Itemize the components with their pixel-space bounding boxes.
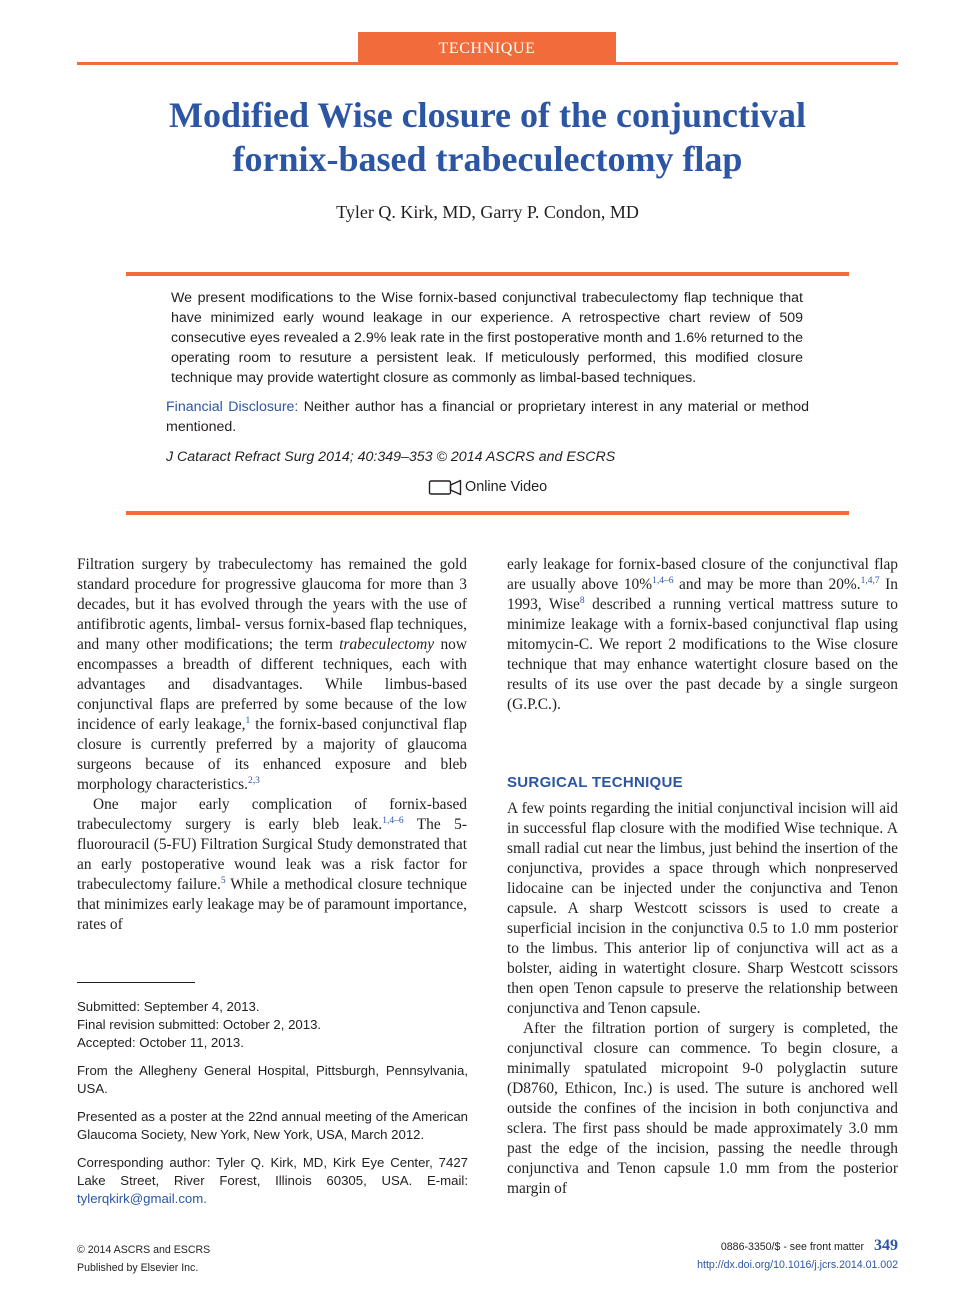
financial-disclosure (166, 397, 809, 437)
reference-link[interactable]: 1,4–6 (382, 815, 404, 826)
footnote-divider (77, 982, 195, 983)
online-video-label: Online Video (465, 479, 548, 495)
body-text: and may be more than 20%. (673, 576, 861, 593)
submitted-date: Submitted: September 4, 2013. (77, 999, 260, 1014)
presentation-note: Presented as a poster at the 22nd annual meeting of the American Glaucoma Society, New York, New York, USA, March 2012. (77, 1109, 468, 1142)
intro-paragraph-2 (77, 795, 467, 935)
section-heading: SURGICAL TECHNIQUE (507, 774, 683, 791)
disclosure-text: Neither author has a financial or proprietary interest in any material or method mentioned. (166, 399, 809, 435)
section-tag: TECHNIQUE (358, 32, 616, 65)
body-text: While a methodical closure technique that minimizes early leakage may be of paramount importance, rates of (77, 876, 468, 933)
journal-citation: J Cataract Refract Surg 2014; 40:349–353 © 2014 ASCRS and ESCRS (166, 449, 616, 465)
reference-link[interactable]: 1,4,7 (860, 575, 880, 586)
body-text: The 5-fluorouracil (5-FU) Filtration Surgical Study demonstrated that an early postoperative wound leak was a risk factor for trabeculectomy failure. (77, 816, 468, 893)
footer-issn: 0886-3350/$ - see front matter (720, 1241, 864, 1253)
intro-paragraph-1 (77, 555, 467, 795)
technique-paragraph-1: A few points regarding the initial conjunctival incision will aid in successful flap closure with the modified Wise technique. A small radial cut near the limbus, just behind the insertion of the conjunctiva, provides a space through which nonpreserved lidocaine can be injected under the conjunctiva and Tenon capsule. A sharp Westcott scissors is used to create a superficial incision in the conjunctiva 0.5 to 1.0 mm posterior to the limbus. This anterior lip of conjunctiva will act as a bolster, aiding in watertight closure. Sharp Westcott scissors then open Tenon capsule to preserve the relationship between conjunctiva and Tenon capsule. (507, 800, 898, 1017)
reference-link[interactable]: 1,4–6 (652, 575, 674, 586)
abstract-top-rule (126, 272, 849, 276)
author-list: Tyler Q. Kirk, MD, Garry P. Condon, MD (336, 202, 639, 222)
doi-link[interactable]: http://dx.doi.org/10.1016/j.jcrs.2014.01.002 (697, 1259, 898, 1271)
body-column-right (507, 555, 898, 715)
email-link[interactable]: tylerqkirk@gmail.com. (77, 1191, 207, 1206)
body-column-left (77, 555, 467, 935)
body-emphasis: trabeculectomy (339, 636, 435, 653)
reference-link[interactable]: 8 (579, 595, 585, 606)
surgical-technique-text (507, 799, 898, 1199)
body-text: described a running vertical mattress suture to minimize leakage with a fornix-based conjunctival flap using mitomycin-C. We report 2 modifications to the Wise closure technique that may enhance watertight closure based on the results of its use over the past decade by a single surgeon (G.P.C.). (507, 596, 898, 713)
video-camera-icon (428, 477, 462, 497)
title-line-2: fornix-based trabeculectomy flap (232, 139, 743, 179)
article-footnotes (77, 998, 468, 1208)
online-video-link[interactable] (428, 476, 547, 498)
disclosure-label: Financial Disclosure: (166, 399, 299, 415)
body-text: the fornix-based conjunctival flap closure is currently preferred by a majority of glaucoma surgeons because of its enhanced exposure and bleb morphology characteristics. (77, 716, 467, 793)
reference-link[interactable]: 2,3 (247, 775, 260, 786)
final-revision-date: Final revision submitted: October 2, 2013. (77, 1017, 322, 1032)
corresponding-author (77, 1154, 468, 1208)
footer-right (580, 1237, 898, 1274)
technique-paragraph-2: After the filtration portion of surgery is completed, the conjunctival closure can commence. To begin closure, a minimally spatulated micropoint 9-0 polyglactin suture (D8760, Ethicon, Inc.) is used. The suture is anchored well outside the confines of the incision in both conjunctiva and sclera. The first pass should be made approximately 3.0 mm past the edge of the incision, passing the needle through conjunctiva and Tenon capsule 1.0 mm from the posterior margin of (507, 1020, 898, 1197)
body-text: Filtration surgery by trabeculectomy has remained the gold standard procedure for progressive glaucoma for more than 3 decades, but it has evolved through the years with the use of antifibrotic agents, limbal- versus fornix-based flap techniques, and many other modifications; the term (77, 556, 467, 653)
footer-copyright: © 2014 ASCRS and ESCRS (77, 1244, 211, 1256)
footer-left (77, 1241, 210, 1277)
body-text: In 1993, Wise (507, 576, 898, 613)
reference-link[interactable]: 5 (220, 875, 226, 886)
article-title (60, 93, 915, 181)
footer-publisher: Published by Elsevier Inc. (77, 1262, 199, 1274)
abstract-bottom-rule (126, 511, 849, 515)
body-text: early leakage for fornix-based closure of the conjunctival flap are usually above 10% (507, 556, 898, 593)
reference-link[interactable]: 1 (245, 715, 251, 726)
corresponding-text: Corresponding author: Tyler Q. Kirk, MD, Kirk Eye Center, 7427 Lake Street, River Forest, Illinois 60305, USA. E-mail: (77, 1155, 468, 1188)
abstract-text: We present modifications to the Wise fornix-based conjunctival trabeculectomy flap technique that have minimized early wound leakage in our experience. A retrospective chart review of 509 consecutive eyes revealed a 2.9% leak rate in the first postoperative month and 1.6% returned to the operating room to resuture a persistent leak. If meticulously performed, this modified closure technique may provide watertight closure as commonly as limbal-based techniques. (171, 290, 803, 386)
title-line-1: Modified Wise closure of the conjunctival (169, 95, 806, 135)
body-text: One major early complication of fornix-based trabeculectomy surgery is early bleb leak. (77, 796, 467, 833)
affiliation: From the Allegheny General Hospital, Pittsburgh, Pennsylvania, USA. (77, 1063, 468, 1096)
accepted-date: Accepted: October 11, 2013. (77, 1035, 244, 1050)
page-number: 349 (874, 1237, 898, 1254)
intro-paragraph-3 (507, 555, 898, 715)
body-text: now encompasses a breadth of different techniques, each with advantages and disadvantages. While limbus-based conjunctival flaps are preferred by some because of the low incidence of early leakage, (77, 636, 467, 733)
